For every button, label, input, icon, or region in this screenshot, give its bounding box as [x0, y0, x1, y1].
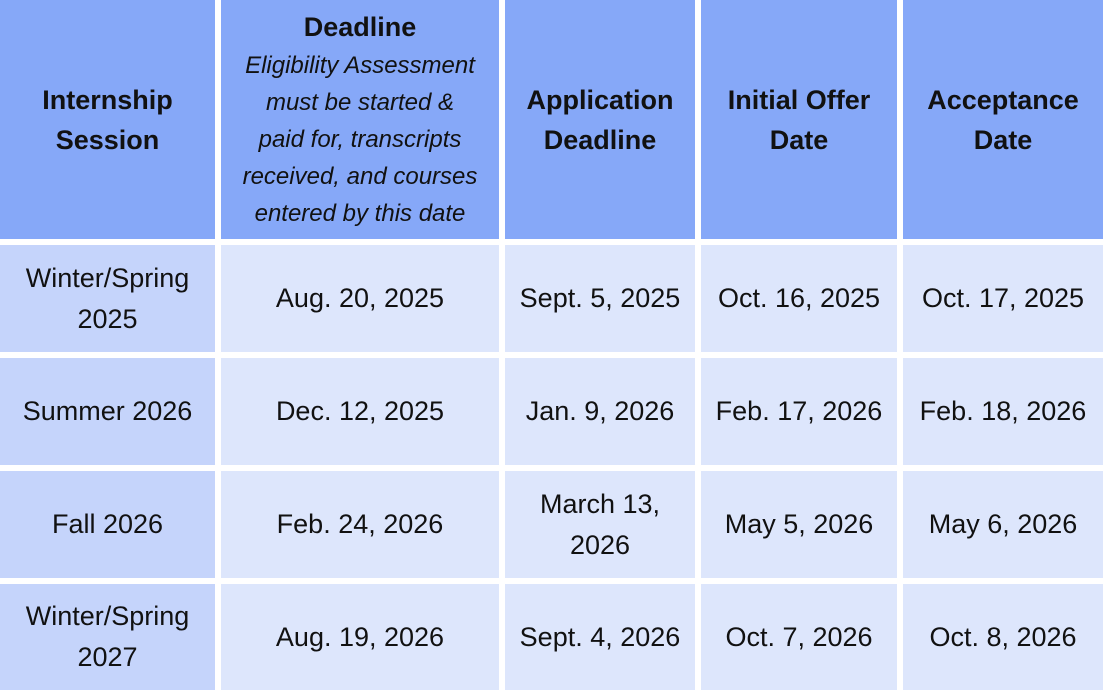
note-line: must be started &	[265, 89, 455, 116]
header-line: Date	[769, 124, 829, 155]
header-line: Deadline	[543, 124, 657, 155]
cell-line: 2026	[569, 529, 631, 560]
cell-line: Aug. 19, 2026	[275, 621, 445, 652]
header-row	[0, 0, 1103, 245]
cell-line: Winter/Spring	[25, 601, 190, 631]
initial-offer-cell	[701, 584, 903, 690]
cell-line: May 5, 2026	[724, 509, 874, 539]
header-line: Internship	[42, 84, 173, 115]
cell-line: Oct. 17, 2025	[921, 283, 1085, 313]
session-cell	[0, 584, 221, 690]
cell-line: Summer 2026	[22, 396, 193, 426]
cell-line: Dec. 12, 2025	[275, 396, 445, 426]
session-cell	[0, 358, 221, 471]
note-line: received, and courses	[242, 163, 478, 190]
table-row	[0, 245, 1103, 358]
cell-line: Feb. 17, 2026	[715, 396, 883, 426]
acceptance-cell	[903, 358, 1103, 471]
cell-line: May 6, 2026	[928, 509, 1078, 539]
header-line: Session	[55, 124, 160, 155]
acceptance-cell	[903, 471, 1103, 584]
cell-line: Oct. 7, 2026	[725, 621, 873, 652]
cell-line: Winter/Spring	[25, 262, 190, 293]
header-deadline-title: Deadline	[303, 12, 417, 42]
header-application-deadline	[505, 0, 701, 245]
application-deadline-cell	[505, 584, 701, 690]
session-cell	[0, 471, 221, 584]
cell-line: Sept. 4, 2026	[519, 621, 681, 652]
cell-line: Oct. 8, 2026	[929, 621, 1077, 652]
table-row	[0, 584, 1103, 690]
deadline-cell	[221, 471, 505, 584]
header-deadline-note	[225, 47, 495, 232]
deadline-cell	[221, 584, 505, 690]
cell-line: 2025	[77, 303, 138, 334]
deadline-cell	[221, 245, 505, 358]
application-deadline-cell	[505, 358, 701, 471]
header-line: Initial Offer	[727, 84, 871, 115]
cell-line: Aug. 20, 2025	[275, 283, 445, 313]
header-line: Acceptance	[927, 84, 1079, 115]
header-line: Date	[973, 124, 1033, 155]
cell-line: Fall 2026	[51, 509, 164, 539]
table-row	[0, 471, 1103, 584]
initial-offer-cell	[701, 358, 903, 471]
application-deadline-cell	[505, 471, 701, 584]
note-line: entered by this date	[254, 200, 466, 227]
cell-line: 2027	[77, 642, 138, 672]
cell-line: March 13,	[539, 488, 661, 519]
cell-line: Sept. 5, 2025	[519, 283, 681, 313]
acceptance-cell	[903, 245, 1103, 358]
header-acceptance-date	[903, 0, 1103, 245]
header-initial-offer-date	[701, 0, 903, 245]
note-line: Eligibility Assessment	[245, 52, 475, 79]
session-cell	[0, 245, 221, 358]
note-line: paid for, transcripts	[258, 126, 462, 153]
initial-offer-cell	[701, 471, 903, 584]
acceptance-cell	[903, 584, 1103, 690]
cell-line: Feb. 18, 2026	[919, 396, 1087, 426]
cell-line: Feb. 24, 2026	[276, 509, 444, 539]
cell-line: Jan. 9, 2026	[525, 396, 675, 426]
header-internship-session	[0, 0, 221, 245]
header-deadline	[221, 0, 505, 245]
initial-offer-cell	[701, 245, 903, 358]
header-line: Application	[526, 84, 674, 115]
table-row	[0, 358, 1103, 471]
application-deadline-cell	[505, 245, 701, 358]
cell-line: Oct. 16, 2025	[717, 283, 881, 313]
deadline-cell	[221, 358, 505, 471]
